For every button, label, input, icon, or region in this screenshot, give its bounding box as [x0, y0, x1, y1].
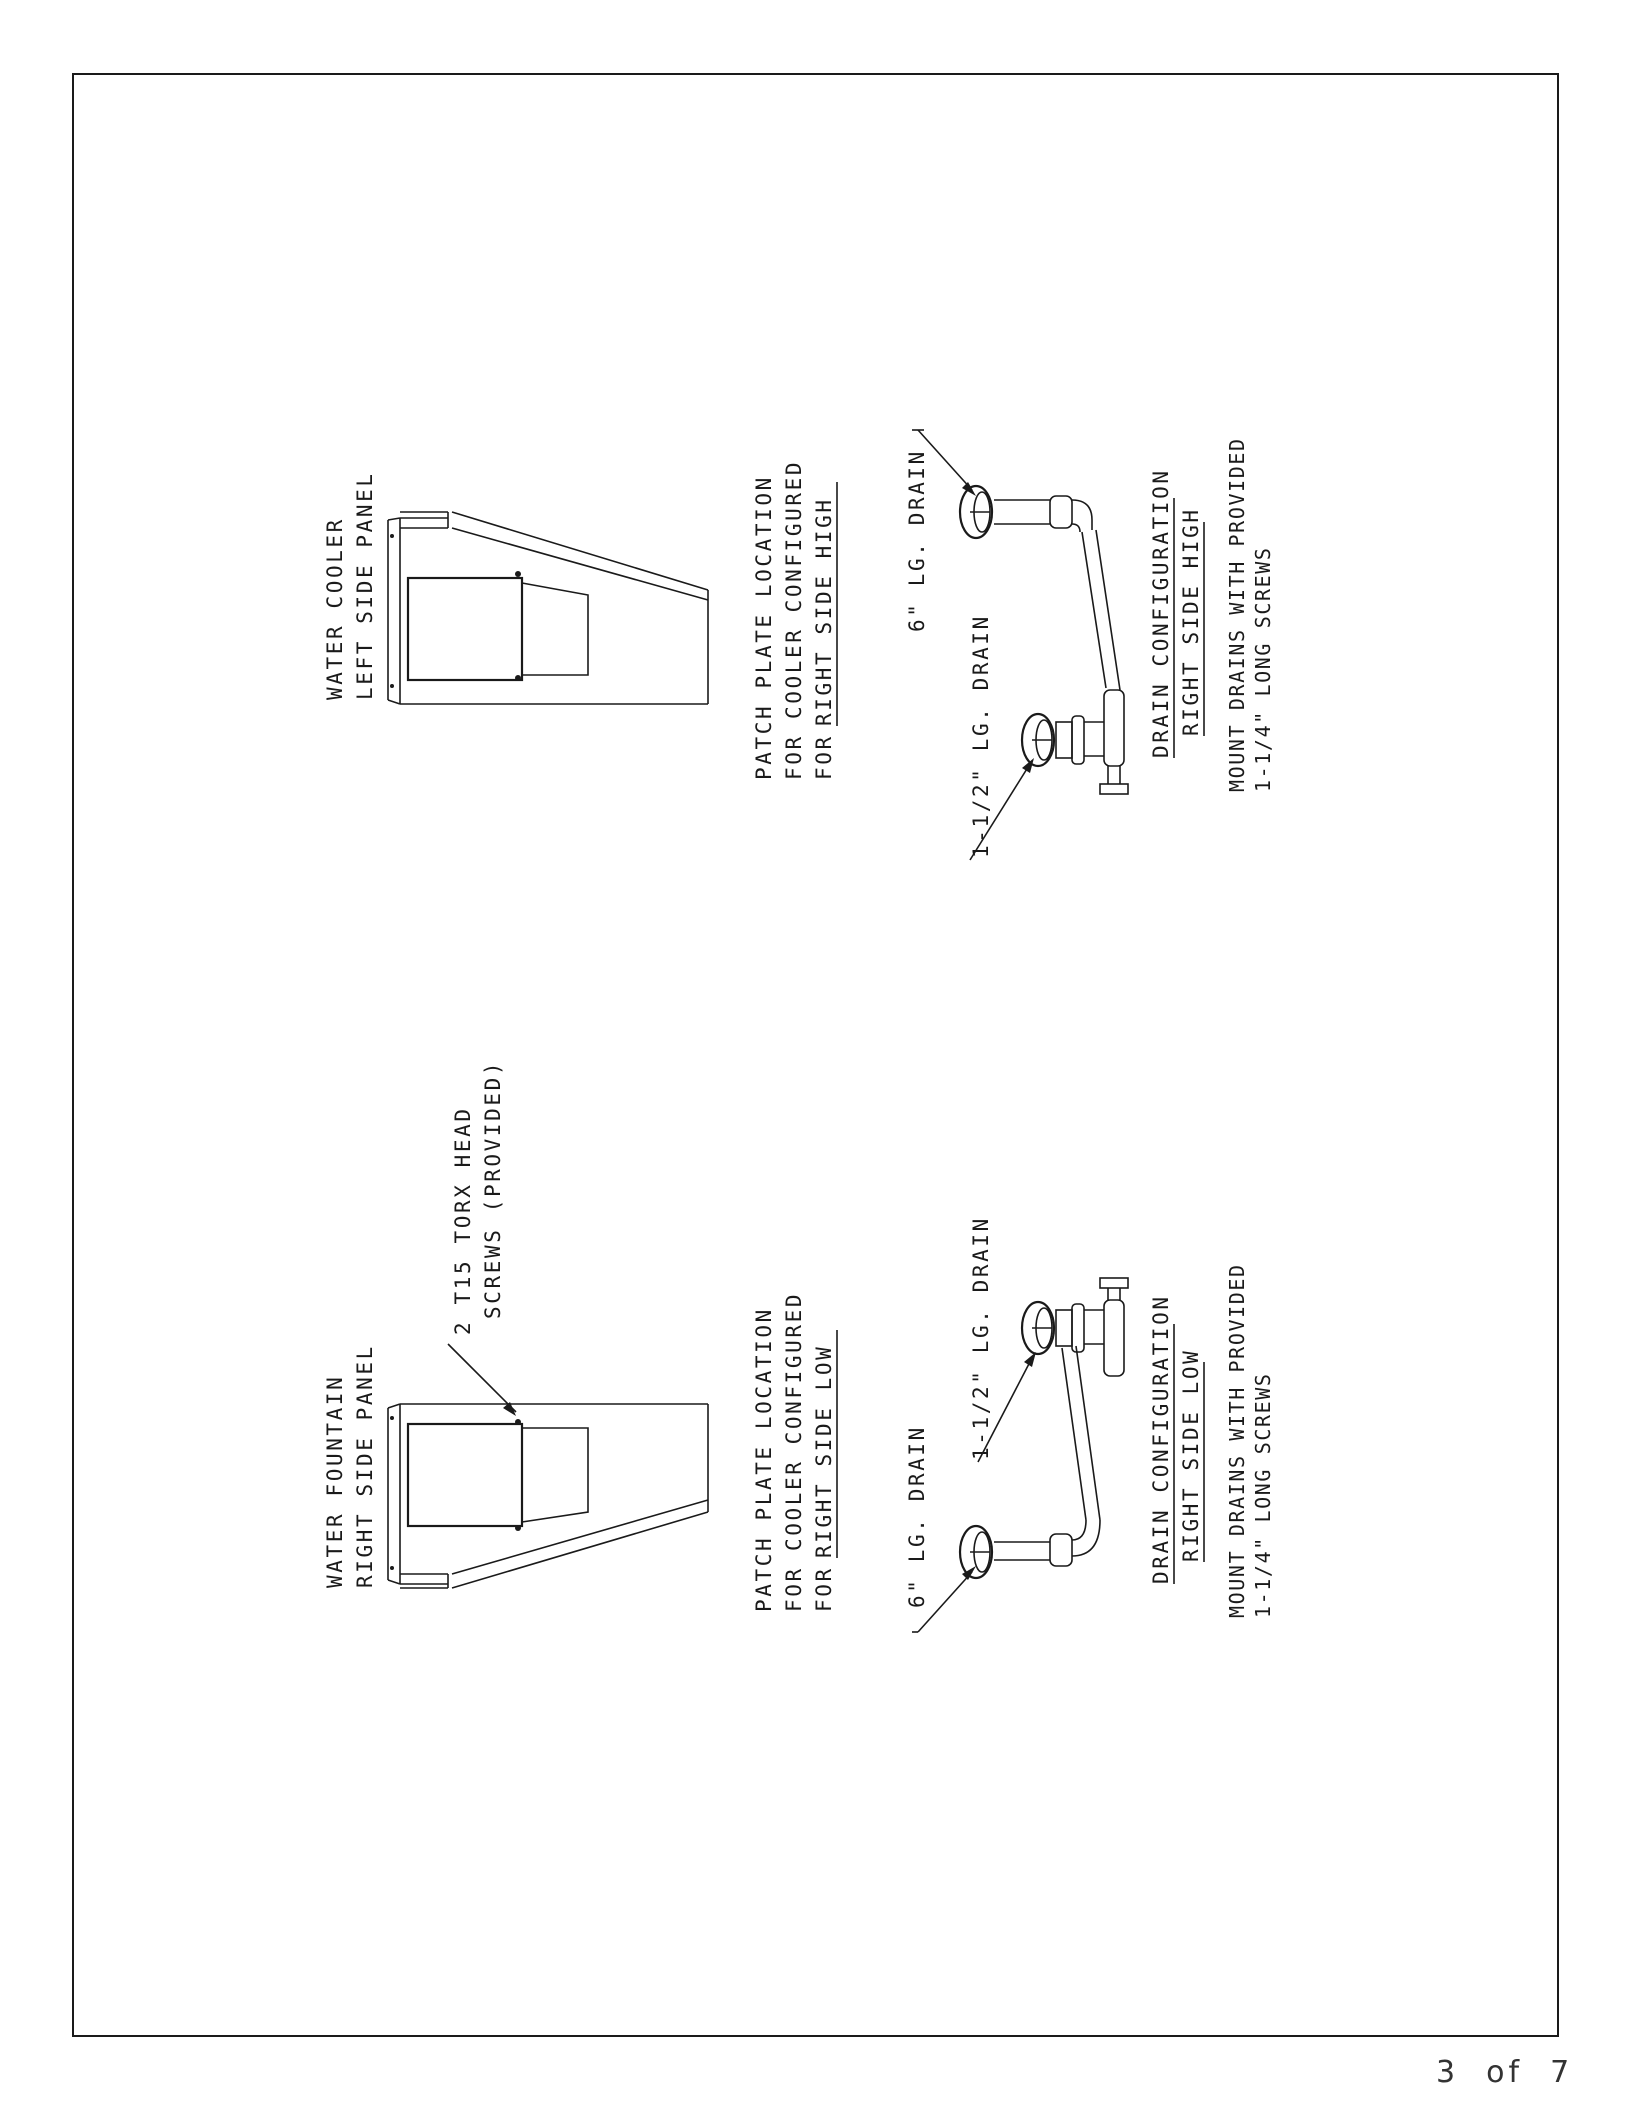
fountain-title-line2: RIGHT SIDE PANEL: [353, 1344, 377, 1588]
drain-low-mount-text: [1225, 1263, 1275, 1618]
page-number: 3 of 7: [1436, 2055, 1574, 2090]
drain-low-mount-line1: MOUNT DRAINS WITH PROVIDED: [1225, 1263, 1249, 1618]
cooler-patch-line3-underlined: RIGHT SIDE HIGH: [812, 497, 836, 726]
fountain-patch-text: [752, 1292, 837, 1612]
fountain-patch-line3-prefix: FOR: [812, 1566, 836, 1612]
fountain-patch-line2: FOR COOLER CONFIGURED: [782, 1291, 806, 1612]
drain-high-6in-label: 6" LG. DRAIN: [905, 449, 929, 632]
drain-low-config-line1: DRAIN CONFIGURATION: [1149, 1294, 1173, 1584]
cooler-patch-text: [752, 460, 837, 780]
cooler-title-line2: LEFT SIDE PANEL: [353, 471, 377, 700]
drain-low-drawing: [912, 1278, 1128, 1632]
drain-high-mount-line2: 1-1/4" LONG SCREWS: [1251, 546, 1275, 792]
fountain-patch-line3-underlined: RIGHT SIDE LOW: [812, 1344, 836, 1558]
fountain-patch-line1: PATCH PLATE LOCATION: [752, 1307, 776, 1612]
drain-high-config-line1: DRAIN CONFIGURATION: [1149, 468, 1173, 758]
drain-high-drawing: [918, 430, 1128, 860]
drain-low-112-label: 1-1/2" LG. DRAIN: [969, 1216, 993, 1460]
drain-high-112-label: 1-1/2" LG. DRAIN: [969, 614, 993, 858]
cooler-title-line1: WATER COOLER: [323, 517, 347, 700]
sheet-border: [73, 74, 1558, 2036]
cooler-panel-drawing: [388, 512, 708, 704]
cooler-patch-line3-prefix: FOR: [812, 734, 836, 780]
drain-high-mount-text: [1225, 437, 1275, 792]
drain-low-config-text: [1149, 1294, 1204, 1584]
drain-high-config-line2: RIGHT SIDE HIGH: [1179, 507, 1203, 736]
fountain-panel-drawing: [388, 1404, 708, 1588]
fountain-title-line1: WATER FOUNTAIN: [323, 1374, 347, 1588]
drain-low-mount-line2: 1-1/4" LONG SCREWS: [1251, 1372, 1275, 1618]
drain-low-config-line2: RIGHT SIDE LOW: [1179, 1348, 1203, 1562]
screws-line2: SCREWS (PROVIDED): [481, 1059, 505, 1319]
drain-high-config-text: [1149, 468, 1204, 758]
screws-line1: 2 T15 TORX HEAD: [451, 1106, 475, 1335]
drain-low-6in-label: 6" LG. DRAIN: [905, 1425, 929, 1608]
screws-leader: [448, 1344, 516, 1416]
cooler-patch-line1: PATCH PLATE LOCATION: [752, 475, 776, 780]
cooler-patch-line2: FOR COOLER CONFIGURED: [782, 459, 806, 780]
drain-high-mount-line1: MOUNT DRAINS WITH PROVIDED: [1225, 437, 1249, 792]
